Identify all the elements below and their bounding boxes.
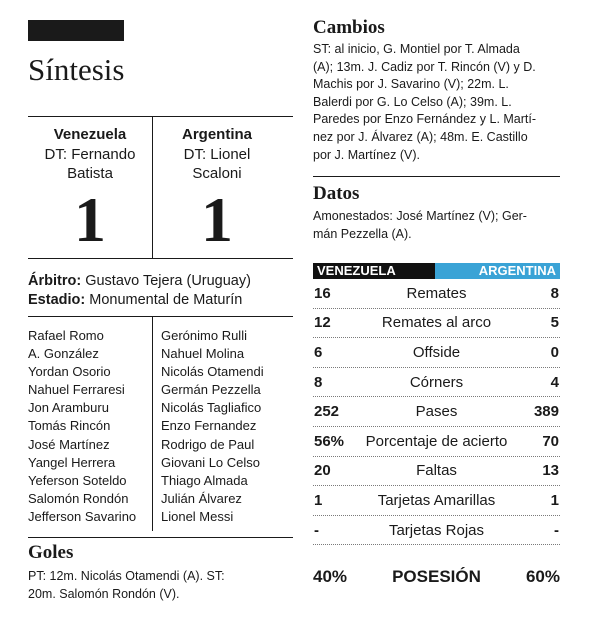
divider-lineups-bottom [28,537,293,538]
stat-home-value: 56% [314,432,345,450]
stat-label: Córners [409,373,464,391]
away-team-block [153,126,281,183]
goles-title: Goles [28,542,74,563]
stat-home-value: 8 [314,373,323,391]
home-team-block [28,126,152,183]
list-item: A. González [28,346,99,362]
away-team-name: Argentina [181,126,252,143]
cambios-text [313,41,560,164]
list-item: Rafael Romo [28,328,104,343]
stat-label: Offside [412,343,461,361]
list-item: Enzo Fernandez [161,418,257,434]
goles-text [28,568,293,603]
stat-label: Pases [415,403,458,421]
away-score: 1 [201,184,233,255]
stadium-label: Estadio: [28,292,86,308]
stat-home-value: 1 [314,491,323,509]
home-lineup [28,327,150,526]
list-item: Yeferson Soteldo [28,472,127,488]
match-officials [28,272,251,310]
stat-home-value: 16 [314,284,331,302]
table-row [313,368,560,398]
away-coach-line1: DT: Lionel [183,146,251,163]
list-item: Jon Aramburu [28,400,109,416]
cambios-line: Machis por J. Savarino (V); 22m. L. [313,77,509,92]
home-score: 1 [74,184,106,255]
list-item: Salomón Rondón [28,490,129,506]
datos-title: Datos [313,183,360,204]
stat-away-value: 13 [542,462,559,480]
stats-header-venezuela: VENEZUELA [313,263,435,279]
possession-home-value: 40% [313,567,348,586]
cambios-line: Paredes por Enzo Fernández y L. Martí- [313,112,537,127]
possession-label: POSESIÓN [392,567,481,586]
stat-away-value: 389 [533,403,559,421]
stat-home-value: 6 [314,343,323,361]
table-row [313,427,560,457]
sintesis-title: Síntesis [28,52,125,87]
table-row [313,457,560,487]
list-item: Rodrigo de Paul [161,436,255,452]
lineup-divider [152,316,153,531]
list-item: Lionel Messi [161,508,234,524]
divider-score-bottom [28,258,293,259]
datos-line: mán Pezzella (A). [313,226,412,241]
stat-label: Porcentaje de acierto [365,432,508,450]
datos-line: Amonestados: José Martínez (V); Ger- [313,209,527,223]
stat-label: Faltas [416,462,457,480]
list-item: Nahuel Molina [161,346,245,362]
table-row [313,309,560,339]
list-item: Yangel Herrera [28,454,116,470]
possession-row [313,567,560,587]
stats-header-argentina: ARGENTINA [435,263,560,279]
home-team-name: Venezuela [53,126,127,143]
list-item: Gerónimo Rulli [161,328,247,343]
list-item: Nicolás Tagliafico [161,400,262,416]
stadium-value: Monumental de Maturín [89,292,243,308]
home-coach-line2: Batista [67,165,113,182]
stat-label: Remates [406,284,467,302]
cambios-line: ST: al inicio, G. Montiel por T. Almada [313,42,520,56]
list-item: Nicolás Otamendi [161,364,264,380]
list-item: Yordan Osorio [28,364,111,380]
divider-top [28,116,293,117]
list-item: Nahuel Ferraresi [28,382,125,398]
referee-value: Gustavo Tejera (Uruguay) [85,273,251,289]
list-item: Jefferson Savarino [28,508,137,524]
list-item: Giovani Lo Celso [161,454,260,470]
divider-cambios [313,176,560,177]
referee-line [28,272,251,291]
cambios-line: nez por J. Álvarez (A); 48m. E. Castillo [313,129,528,144]
cambios-line: (A); 13m. J. Cadiz por T. Rincón (V) y D. [313,59,536,74]
stat-label: Tarjetas Amarillas [377,491,496,509]
stat-home-value: 252 [314,403,340,421]
list-item: Julián Álvarez [161,490,242,506]
stat-label: Tarjetas Rojas [388,521,485,539]
stat-home-value: 20 [314,462,331,480]
cambios-line: por J. Martínez (V). [313,147,420,162]
stadium-line [28,291,251,310]
stat-away-value: 70 [542,432,559,450]
referee-label: Árbitro: [28,273,82,289]
stat-label: Remates al arco [381,314,492,332]
goles-line: 20m. Salomón Rondón (V). [28,586,180,601]
table-row [313,338,560,368]
stat-home-value: - [314,521,319,539]
goles-line: PT: 12m. Nicolás Otamendi (A). ST: [28,569,225,583]
stat-away-value: 4 [550,373,559,391]
stat-away-value: 0 [550,343,559,361]
stats-header [313,263,560,279]
stat-away-value: 5 [550,314,559,332]
away-lineup [161,327,291,526]
datos-text [313,208,560,243]
away-coach-line2: Scaloni [192,165,242,182]
table-row [313,279,560,309]
section-marker-bar [28,20,124,41]
list-item: José Martínez [28,436,110,452]
stat-home-value: 12 [314,314,331,332]
table-row [313,486,560,516]
table-row [313,397,560,427]
cambios-title: Cambios [313,17,385,38]
list-item: Tomás Rincón [28,418,111,434]
home-coach-line1: DT: Fernando [44,146,136,163]
table-row [313,516,560,546]
list-item: Germán Pezzella [161,382,261,398]
stat-away-value: 8 [550,284,559,302]
stat-away-value: 1 [550,491,559,509]
possession-away-value: 60% [525,567,560,586]
stats-table [313,263,560,545]
list-item: Thiago Almada [161,472,248,488]
cambios-line: Balerdi por G. Lo Celso (A); 39m. L. [313,94,512,109]
stat-away-value: - [554,521,559,539]
divider-officials [28,316,293,317]
